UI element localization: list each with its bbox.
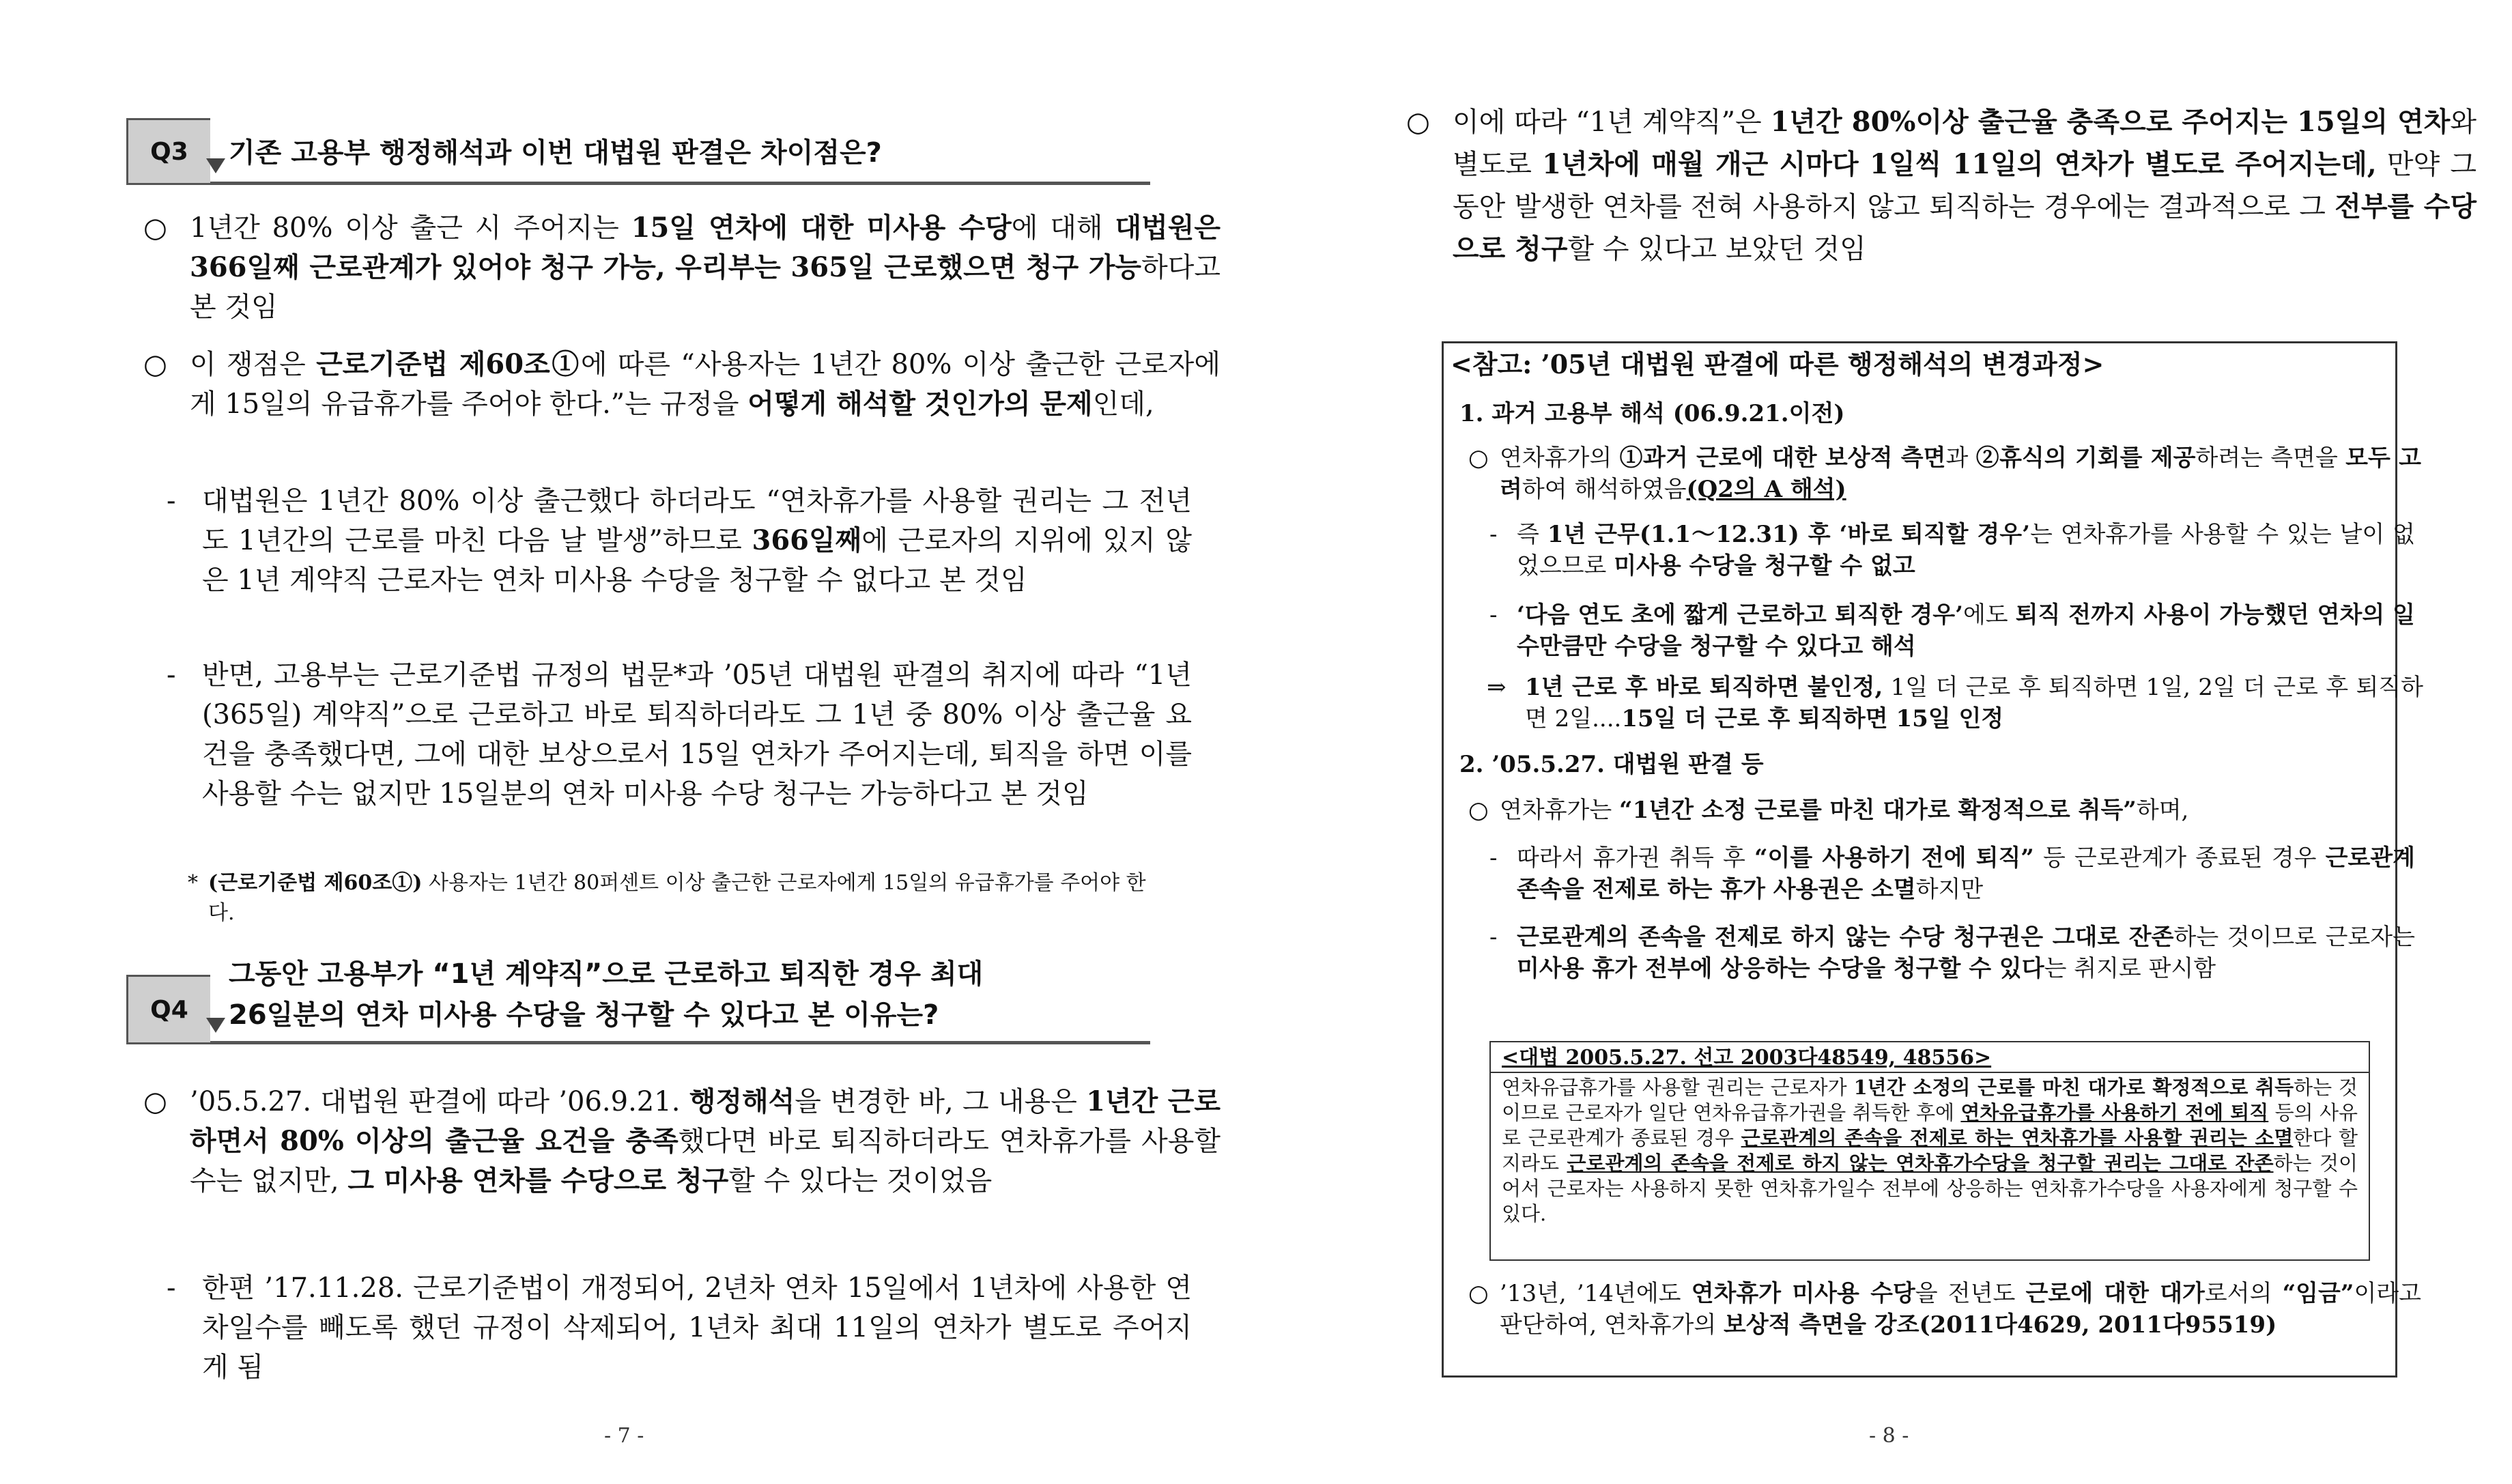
q4-badge: Q4 <box>126 975 210 1042</box>
court-ruling-title: <대법 2005.5.27. 선고 2003다48549, 48556> <box>1502 1046 1992 1070</box>
q3-dash-2: - 반면, 고용부는 근로기준법 규정의 법문*과 ’05년 대법원 판결의 취지에 따라 “1년(365일) 계약직”으로 근로하고 바로 퇴직하더라도 그 1년 중 80% 이상 출근율 요건을 충족했다면, 그에 대한 보상으로서 15일 연차가 주어지는데, 퇴직을 하면 이를 사용할 수는 없지만 15일분의 연차 미사용 수당 청구는 가능하다고 본 것임 <box>167 659 1192 810</box>
court-ruling-divider <box>1489 1072 2370 1073</box>
q3-paragraph-2: ○ 이 쟁점은 근로기준법 제60조①에 따른 “사용자는 1년간 80% 이상 출근한 근로자에게 15일의 유급휴가를 주어야 한다.”는 규정을 어떻게 해석할 것인가의 문제인데, <box>143 348 1221 420</box>
section-2-heading: 2. ’05.5.27. 대법원 판결 등 <box>1459 751 1764 778</box>
court-ruling-text: 연차유급휴가를 사용할 권리는 근로자가 1년간 소정의 근로를 마친 대가로 확정적으로 취득하는 것이므로 근로자가 일단 연차유급휴가권을 취득한 후에 연차유급휴가를 사용하기 전에 퇴직 등의 사유로 근로관계가 종료된 경우 근로관계의 존속을 전제로 하는 연차휴가를 사용할 권리는 소멸한다 할지라도 근로관계의 존속을 전제로 하지 않는 연차휴가수당을 청구할 권리는 그대로 잔존하는 것이어서 근로자는 사용하지 못한 연차휴가일수 전부에 상응하는 연차휴가수당을 사용자에게 청구할 수 있다. <box>1502 1076 2358 1225</box>
section-1-heading: 1. 과거 고용부 해석 (06.9.21.이전) <box>1459 400 1845 427</box>
q3-title: 기존 고용부 행정해석과 이번 대법원 판결은 차이점은? <box>229 137 882 169</box>
q3-header <box>126 116 1150 185</box>
q4-header <box>126 952 1150 1044</box>
q4-paragraph-1: ○ ’05.5.27. 대법원 판결에 따라 ’06.9.21. 행정해석을 변경한 바, 그 내용은 1년간 근로하면서 80% 이상의 출근율 요건을 충족했다면 바로 퇴직하더라도 연차휴가를 사용할 수는 없지만, 그 미사용 연차를 수당으로 청구할 수 있다는 것이었음 <box>143 1085 1221 1197</box>
section-2-dash-2: - 근로관계의 존속을 전제로 하지 않는 수당 청구권은 그대로 잔존하는 것이므로 근로자는 미사용 휴가 전부에 상응하는 수당을 청구할 수 있다는 취지로 판시함 <box>1489 924 2415 982</box>
court-ruling-excerpt <box>1489 1041 2370 1261</box>
q3-badge: Q3 <box>126 118 210 183</box>
page-number-right: - 8 - <box>1869 1424 1909 1448</box>
section-1-dash-1: - 즉 1년 근무(1.1～12.31) 후 ‘바로 퇴직할 경우’는 연차휴가를 사용할 수 있는 날이 없었으므로 미사용 수당을 청구할 수 없고 <box>1489 521 2416 580</box>
section-2-dash-1: - 따라서 휴가권 취득 후 “이를 사용하기 전에 퇴직” 등 근로관계가 종료된 경우 근로관계 존속을 전제로 하는 휴가 사용권은 소멸하지만 <box>1489 844 2415 903</box>
q3-paragraph-1: ○ 1년간 80% 이상 출근 시 주어지는 15일 연차에 대한 미사용 수당에 대해 대법원은 366일째 근로관계가 있어야 청구 가능, 우리부는 365일 근로했으면 청구 가능하다고 본 것임 <box>143 212 1221 323</box>
q3-dash-1: - 대법원은 1년간 80% 이상 출근했다 하더라도 “연차휴가를 사용할 권리는 그 전년도 1년간의 근로를 마친 다음 날 발생”하므로 366일째에 근로자의 지위에 있지 않은 1년 계약직 근로자는 연차 미사용 수당을 청구할 수 없다고 본 것임 <box>167 485 1192 596</box>
q4-title-line-1: 그동안 고용부가 “1년 계약직”으로 근로하고 퇴직한 경우 최대 <box>229 958 984 990</box>
section-1-conclusion: ⇒ 1년 근로 후 바로 퇴직하면 불인정, 1일 더 근로 후 퇴직하면 1일, 2일 더 근로 후 퇴직하면 2일....15일 더 근로 후 퇴직하면 15일 인정 <box>1487 674 2423 732</box>
section-1-paragraph: ○ 연차휴가의 ①과거 근로에 대한 보상적 측면과 ②휴식의 기회를 제공하려는 측면을 모두 고려하여 해석하였음(Q2의 A 해석) <box>1468 444 2421 503</box>
right-top-paragraph: ○ 이에 따라 “1년 계약직”은 1년간 80%이상 출근율 충족으로 주어지는 15일의 연차와 별도로 1년차에 매월 개근 시마다 1일씩 11일의 연차가 별도로 주어지는데, 만약 그동안 발생한 연차를 전혀 사용하지 않고 퇴직하는 경우에는 결과적으로 그 전부를 수당으로 청구할 수 있다고 보았던 것임 <box>1406 106 2477 265</box>
q4-title-line-2: 26일분의 연차 미사용 수당을 청구할 수 있다고 본 이유는? <box>229 999 939 1031</box>
q3-footnote: * (근로기준법 제60조①) 사용자는 1년간 80퍼센트 이상 출근한 근로자에게 15일의 유급휴가를 주어야 한다. <box>188 871 1146 925</box>
page-number-left: - 7 - <box>604 1424 644 1448</box>
section-2-paragraph: ○ 연차휴가는 “1년간 소정 근로를 마친 대가로 확정적으로 취득”하며, <box>1468 797 2189 824</box>
reference-box-title: <참고: ’05년 대법원 판결에 따른 행정해석의 변경과정> <box>1451 349 2104 380</box>
section-3-paragraph: ○ ’13년, ’14년에도 연차휴가 미사용 수당을 전년도 근로에 대한 대가로서의 “임금”이라고 판단하여, 연차휴가의 보상적 측면을 강조(2011다4629, 2011다95519) <box>1468 1280 2421 1339</box>
q4-dash-1: - 한편 ’17.11.28. 근로기준법이 개정되어, 2년차 연차 15일에서 1년차에 사용한 연차일수를 빼도록 했던 규정이 삭제되어, 1년차 최대 11일의 연차가 별도로 주어지게 됨 <box>167 1272 1192 1383</box>
section-1-dash-2: - ‘다음 연도 초에 짧게 근로하고 퇴직한 경우’에도 퇴직 전까지 사용이 가능했던 연차의 일수만큼만 수당을 청구할 수 있다고 해석 <box>1489 601 2416 660</box>
